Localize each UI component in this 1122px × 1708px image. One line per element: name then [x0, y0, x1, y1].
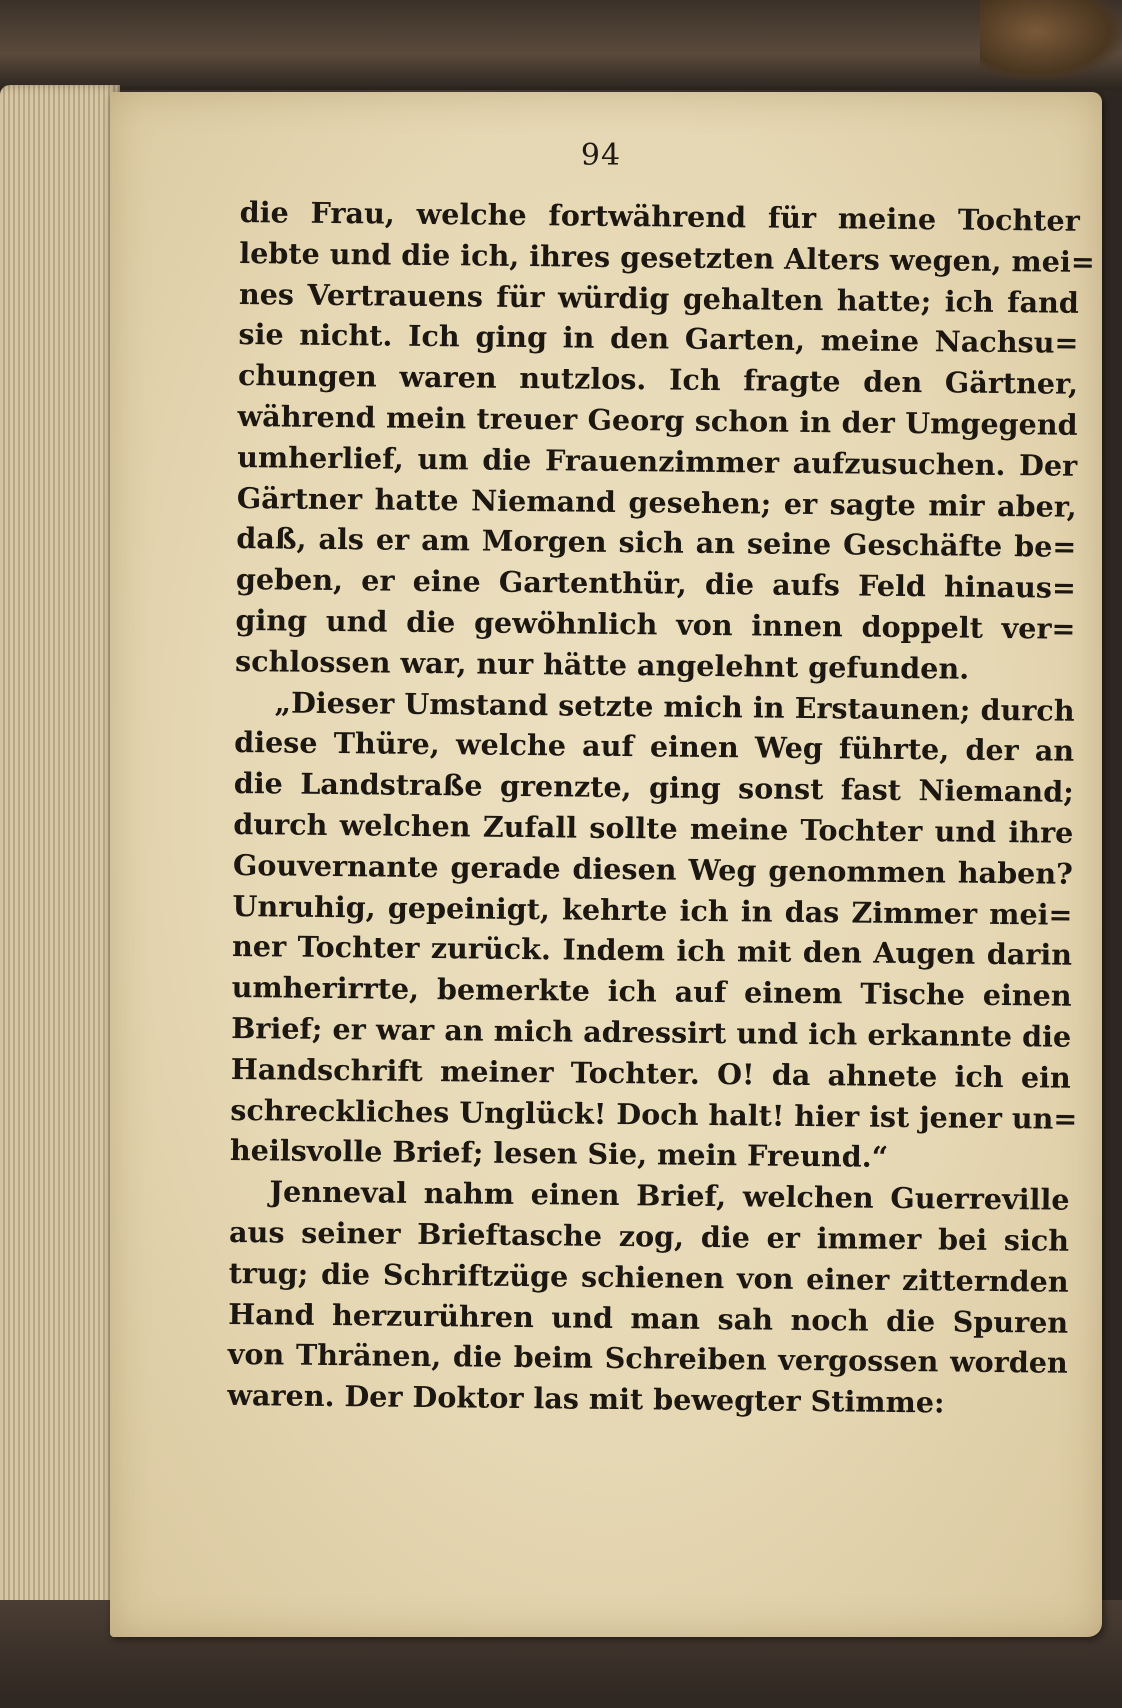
text-line: Gärtner hatte Niemand gesehen; er sagte mir aber, [236, 480, 1077, 524]
page-number: 94 [580, 138, 622, 173]
text-line: umherirrte, bemerkte ich auf einem Tische einen [231, 970, 1072, 1013]
text-line: Handschrift meiner Tochter. O! da ahnete ich ein [230, 1051, 1071, 1095]
text-line: daß, als er am Morgen sich an seine Geschäfte be= [236, 521, 1077, 565]
paragraph-1 [234, 192, 1095, 690]
text-line: chungen waren nutzlos. Ich fragte den Gärtner, [237, 358, 1079, 401]
text-line: diese Thüre, welche auf einen Weg führte, der an [234, 725, 1075, 769]
text-line: umherlief, um die Frauenzimmer aufzusuchen. Der [237, 439, 1078, 483]
text-line: durch welchen Zufall sollte meine Tochter und ihre [233, 806, 1074, 850]
book-binding [0, 0, 1122, 90]
text-line: aus seiner Brieftasche zog, die er immer bei sich [228, 1214, 1070, 1258]
text-line: schlossen war, nur hätte angelehnt gefunden. [234, 643, 970, 686]
text-line: Unruhig, gepeinigt, kehrte ich in das Zimmer mei= [232, 888, 1073, 932]
text-line: ner Tochter zurück. Indem ich mit den Augen darin [231, 929, 1073, 973]
text-line: schreckliches Unglück! Doch halt! hier ist jener un= [230, 1092, 1078, 1136]
text-line: Brief; er war an mich adressirt und ich erkannte die [231, 1010, 1072, 1054]
text-line: während mein treuer Georg schon in der Umgegend [237, 398, 1078, 442]
text-line: Gouvernante gerade diesen Weg genommen haben? [232, 847, 1074, 891]
text-line: ging und die gewöhnlich von innen doppelt ver= [235, 602, 1076, 646]
text-line: trug; die Schriftzüge schienen von einer zitternden [228, 1255, 1069, 1299]
text-line: sie nicht. Ich ging in den Garten, meine Nachsu= [238, 317, 1079, 361]
paragraph-3 [227, 1171, 1070, 1425]
text-line: von Thränen, die beim Schreiben vergossen worden [227, 1337, 1068, 1381]
bookmark-ribbon [980, 0, 1122, 80]
text-line: die Frau, welche fortwährend für meine Tochter [239, 194, 1080, 238]
text-line: „Dieser Umstand setzte mich in Erstaunen; durch [274, 684, 1075, 728]
book-page [110, 92, 1102, 1637]
text-line: Hand herzurühren und man sah noch die Spuren [228, 1296, 1069, 1340]
text-line: die Landstraße grenzte, ging sonst fast Niemand; [233, 766, 1074, 809]
text-line: waren. Der Doktor las mit bewegter Stimme: [227, 1378, 945, 1420]
body-text [227, 192, 1095, 1425]
text-line: lebte und die ich, ihres gesetzten Alters wegen, mei= [239, 235, 1095, 279]
page-stack-edges [0, 85, 120, 1645]
paragraph-2 [229, 682, 1078, 1180]
text-line: geben, er eine Gartenthür, die aufs Feld hinaus= [235, 562, 1077, 605]
text-line: Jenneval nahm einen Brief, welchen Guerreville [269, 1174, 1070, 1217]
text-line: heilsvolle Brief; lesen Sie, mein Freund.“ [229, 1133, 889, 1175]
text-line: nes Vertrauens für würdig gehalten hatte; ich fand [238, 276, 1080, 320]
